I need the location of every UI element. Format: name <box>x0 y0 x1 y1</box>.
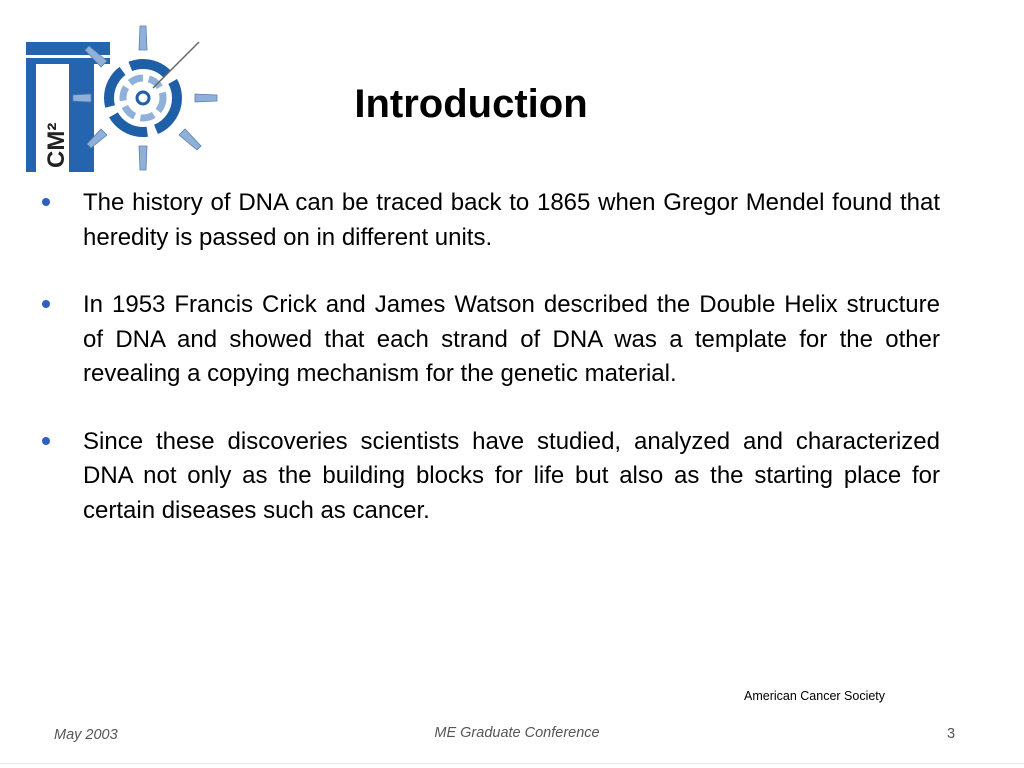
bullet-text: In 1953 Francis Crick and James Watson described the Double Helix structure of DNA and showed that each strand of DNA was a template for the other revealing a copying mechanism for the genetic material. <box>83 291 940 387</box>
footer-date: May 2003 <box>54 727 118 743</box>
bullet-dot-icon <box>42 198 50 206</box>
bullet-dot-icon <box>42 300 50 308</box>
bullet-item <box>42 186 940 255</box>
logo-text: CM² <box>43 122 70 168</box>
bullet-item <box>42 288 940 392</box>
bullet-list <box>42 186 940 561</box>
footer-conference: ME Graduate Conference <box>434 725 600 741</box>
bullet-dot-icon <box>42 437 50 445</box>
bullet-text: Since these discoveries scientists have studied, analyzed and characterized DNA not only as the building blocks for life but also as the starting place for certain diseases such as cancer. <box>83 427 940 524</box>
bottom-divider <box>0 763 1024 764</box>
source-citation: American Cancer Society <box>744 689 886 703</box>
bullet-item <box>42 425 940 529</box>
slide-title: Introduction <box>354 82 588 126</box>
bullet-text: The history of DNA can be traced back to 1865 when Gregor Mendel found that heredity is passed on in different units. <box>83 189 940 251</box>
footer-page-number: 3 <box>947 726 956 742</box>
